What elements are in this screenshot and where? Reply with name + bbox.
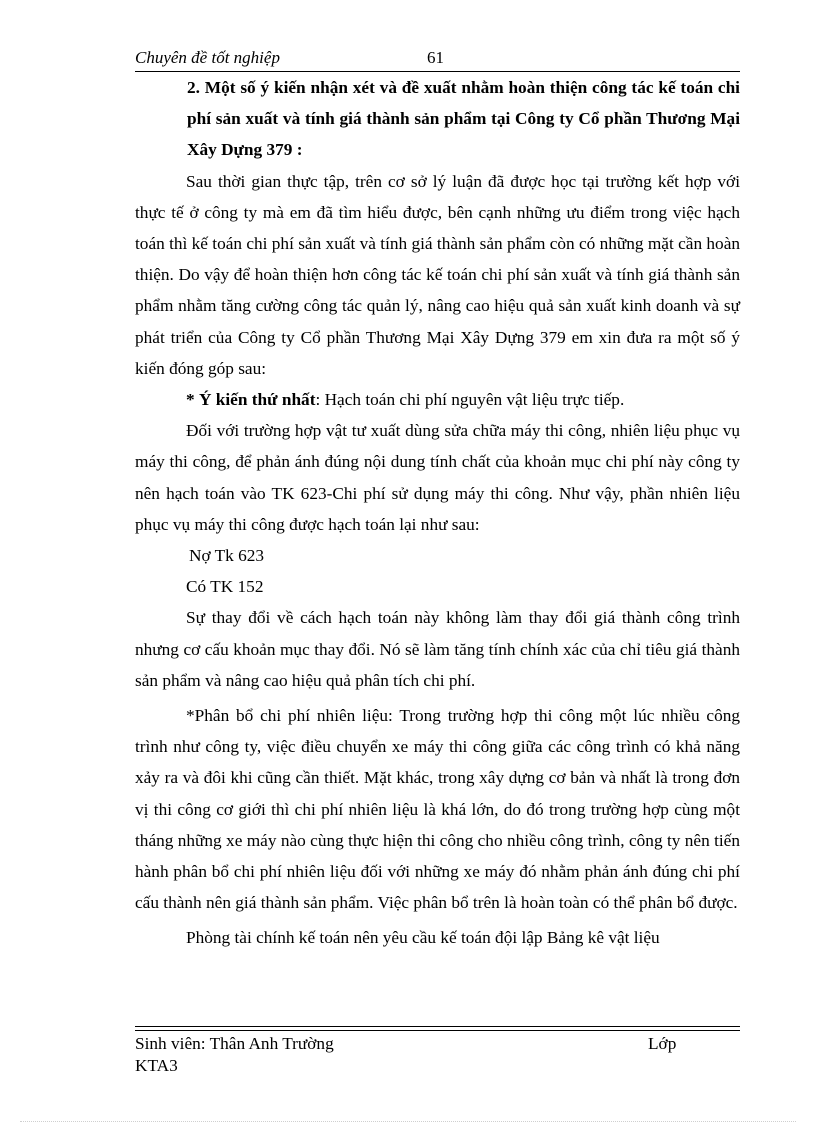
journal-entry-debit: Nợ Tk 623 bbox=[189, 546, 265, 566]
page-bottom-edge bbox=[20, 1121, 796, 1122]
opinion-one-paragraph bbox=[135, 384, 740, 415]
footer-class-code: KTA3 bbox=[135, 1056, 178, 1075]
opinion-one-text: : Hạch toán chi phí nguyên vật liệu trực tiếp. bbox=[315, 390, 625, 410]
opinion-one-lead: * Ý kiến thứ nhất bbox=[186, 390, 316, 410]
closing-line: Phòng tài chính kế toán nên yêu cầu kế toán đội lập Bảng kê vật liệu bbox=[186, 928, 660, 948]
page-number: 61 bbox=[427, 48, 444, 67]
journal-entry-credit: Có TK 152 bbox=[186, 577, 264, 597]
change-effect-paragraph: Sự thay đổi về cách hạch toán này không làm thay đổi giá thành công trình nhưng cơ cấu khoản mục thay đổi. Nó sẽ làm tăng tính chính xác của chỉ tiêu giá thành sản phẩm và nâng cao hiệu quả phân tích chi phí. bbox=[135, 608, 740, 690]
section-heading: 2. Một số ý kiến nhận xét và đề xuất nhằm hoàn thiện công tác kế toán chi phí sản xuất và tính giá thành sản phẩm tại Công ty Cổ phần Thương Mại Xây Dựng 379 : bbox=[187, 78, 740, 160]
footer-divider bbox=[135, 1026, 740, 1027]
page-content bbox=[135, 72, 740, 954]
footer-class-label: Lớp bbox=[648, 1034, 677, 1053]
document-title: Chuyên đề tốt nghiệp bbox=[135, 48, 280, 67]
fuel-allocation-paragraph: *Phân bổ chi phí nhiên liệu: Trong trường hợp thi công một lúc nhiều công trình như công ty, việc điều chuyển xe máy thi công giữa các công trình có khả năng xảy ra và đôi khi cũng cần thiết. Mặt khác, trong xây dựng cơ bản và nhất là trong đơn vị thi công cơ giới thì chi phí nhiên liệu là khá lớn, do đó trong trường hợp cùng một tháng những xe máy nào cùng thực hiện thi công cho nhiều công trình, công ty nên tiến hành phân bổ chi phí nhiên liệu đối với những xe máy đó nhằm phản ánh đúng chi phí cấu thành nên giá thành sản phẩm. Việc phân bổ trên là hoàn toàn có thể phân bổ được. bbox=[135, 706, 740, 913]
footer-divider-double bbox=[135, 1030, 740, 1031]
opinion-one-detail: Đối với trường hợp vật tư xuất dùng sửa chữa máy thi công, nhiên liệu phục vụ máy thi công, để phản ánh đúng nội dung tính chất của khoản mục chi phí này công ty nên hạch toán vào TK 623-Chi phí sử dụng máy thi công. Như vậy, phần nhiên liệu phục vụ máy thi công được hạch toán lại như sau: bbox=[135, 421, 740, 534]
footer-student-name: Sinh viên: Thân Anh Trường bbox=[135, 1034, 334, 1053]
page-header bbox=[135, 48, 740, 70]
intro-paragraph: Sau thời gian thực tập, trên cơ sở lý luận đã được học tại trường kết hợp với thực tế ở công ty mà em đã tìm hiểu được, bên cạnh những ưu điểm trong việc hạch toán thì kế toán chi phí sản xuất và tính giá thành sản phẩm còn có những mặt cần hoàn thiện. Do vậy để hoàn thiện hơn công tác kế toán chi phí sản xuất và tính giá thành sản phẩm nhằm tăng cường công tác quản lý, nâng cao hiệu quả sản xuất kinh doanh và sự phát triển của Công ty Cổ phần Thương Mại Xây Dựng 379 em xin đưa ra một số ý kiến đóng góp sau: bbox=[135, 171, 740, 378]
